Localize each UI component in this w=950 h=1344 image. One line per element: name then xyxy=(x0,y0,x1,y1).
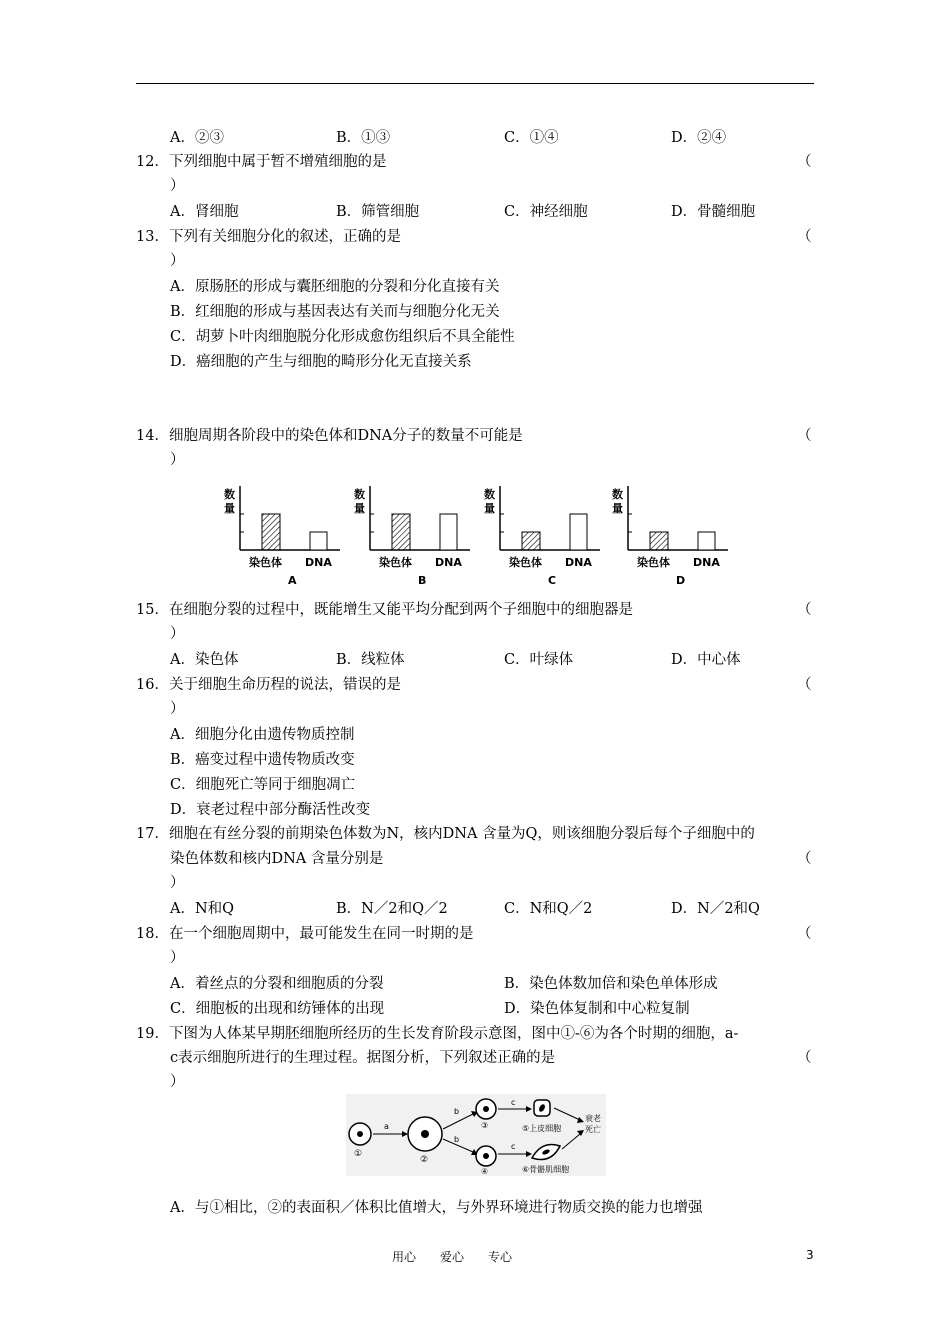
q16-option-d: D．衰老过程中部分酶活性改变 xyxy=(170,802,371,818)
q15-stem: 15．在细胞分裂的过程中，既能增生又能平均分配到两个子细胞中的细胞器是 xyxy=(136,602,633,618)
q17-option-b: B．N／2和Q／2 xyxy=(336,901,448,917)
x-label-dna: DNA xyxy=(305,556,332,569)
q15-paren-close: ） xyxy=(170,626,185,642)
q12-paren-close: ） xyxy=(170,178,185,194)
q17-paren-open: （ xyxy=(797,851,812,867)
q19-paren-close: ） xyxy=(170,1074,185,1090)
q14-paren-close: ） xyxy=(170,452,185,468)
q11-option-b: B．①③ xyxy=(336,130,391,146)
q14-chart-C xyxy=(482,482,604,590)
q13-option-b: B．红细胞的形成与基因表达有关而与细胞分化无关 xyxy=(170,304,500,320)
q13-option-c: C．胡萝卜叶肉细胞脱分化形成愈伤组织后不具全能性 xyxy=(170,329,515,345)
q12-stem: 12．下列细胞中属于暂不增殖细胞的是 xyxy=(136,154,387,170)
q17-paren-close: ） xyxy=(170,875,185,891)
bar-chromosome xyxy=(650,532,668,550)
q18-option-d: D．染色体复制和中心粒复制 xyxy=(504,1001,690,1017)
x-label-dna: DNA xyxy=(565,556,592,569)
q18-option-b: B．染色体数加倍和染色单体形成 xyxy=(504,976,718,992)
q16-option-a: A．细胞分化由遗传物质控制 xyxy=(170,727,355,743)
q17-option-d: D．N／2和Q xyxy=(671,901,760,917)
q15-option-d: D．中心体 xyxy=(671,652,741,668)
y-axis-label-2: 量 xyxy=(612,502,623,515)
death-label: 死亡 xyxy=(585,1125,601,1134)
q18-option-a: A．着丝点的分裂和细胞质的分裂 xyxy=(170,976,384,992)
cell-6-label: ⑥骨骼肌细胞 xyxy=(522,1165,570,1174)
x-label-chromosome: 染色体 xyxy=(379,556,412,569)
q19-stem-line1: 19．下图为人体某早期胚细胞所经历的生长发育阶段示意图，图中①-⑥为各个时期的细胞，a- xyxy=(136,1026,739,1042)
q16-option-b: B．癌变过程中遗传物质改变 xyxy=(170,752,355,768)
cell-2-label: ② xyxy=(420,1155,429,1165)
chart-letter: A xyxy=(288,574,297,587)
q14-stem: 14．细胞周期各阶段中的染色体和DNA分子的数量不可能是 xyxy=(136,428,523,444)
q18-paren-open: （ xyxy=(797,926,812,942)
x-label-chromosome: 染色体 xyxy=(249,556,282,569)
q12-option-b: B．筛管细胞 xyxy=(336,204,420,220)
bar-chromosome xyxy=(262,514,280,550)
bar-dna xyxy=(310,532,327,550)
q15-paren-open: （ xyxy=(797,602,812,618)
q16-paren-close: ） xyxy=(170,701,185,717)
q13-option-d: D．癌细胞的产生与细胞的畸形分化无直接关系 xyxy=(170,354,472,370)
label-a: a xyxy=(384,1122,389,1131)
q14-chart-A xyxy=(222,482,344,590)
q19-cell-diagram xyxy=(346,1094,606,1176)
q17-stem-line2: 染色体数和核内DNA 含量分别是 xyxy=(170,851,384,867)
chart-letter: B xyxy=(418,574,427,587)
x-label-dna: DNA xyxy=(693,556,720,569)
page-number: 3 xyxy=(806,1248,814,1262)
q18-paren-close: ） xyxy=(170,950,185,966)
label-b-lower: b xyxy=(454,1135,460,1144)
q17-option-c: C．N和Q／2 xyxy=(504,901,593,917)
header-rule xyxy=(136,83,814,84)
y-axis-label-2: 量 xyxy=(354,502,365,515)
cell-2-nucleus xyxy=(421,1130,429,1138)
label-c-upper: c xyxy=(511,1098,516,1107)
q12-option-d: D．骨髓细胞 xyxy=(671,204,756,220)
q15-option-c: C．叶绿体 xyxy=(504,652,574,668)
chart-letter: D xyxy=(676,574,686,587)
bar-dna xyxy=(698,532,715,550)
cell-1-label: ① xyxy=(354,1149,363,1159)
q11-option-a: A．②③ xyxy=(170,130,224,146)
q19-paren-open: （ xyxy=(797,1050,812,1066)
footer-motto: 用心 爱心 专心 xyxy=(392,1250,513,1264)
q13-paren-open: （ xyxy=(797,229,812,245)
cell-1-nucleus xyxy=(357,1131,363,1137)
y-axis-label-1: 数 xyxy=(612,488,623,501)
bar-dna xyxy=(440,514,457,550)
y-axis-label-1: 数 xyxy=(354,488,365,501)
y-axis-label-2: 量 xyxy=(224,502,235,515)
q17-option-a: A．N和Q xyxy=(170,901,235,917)
x-label-dna: DNA xyxy=(435,556,462,569)
q17-stem-line1: 17．细胞在有丝分裂的前期染色体数为N，核内DNA 含量为Q，则该细胞分裂后每个子细胞中的 xyxy=(136,826,755,842)
cell-3-nucleus xyxy=(483,1106,489,1112)
y-axis-label-1: 数 xyxy=(484,488,495,501)
q12-paren-open: （ xyxy=(797,154,812,170)
q11-option-d: D．②④ xyxy=(671,130,727,146)
q14-paren-open: （ xyxy=(797,428,812,444)
q15-option-b: B．线粒体 xyxy=(336,652,405,668)
y-axis-label-2: 量 xyxy=(484,502,495,515)
x-label-chromosome: 染色体 xyxy=(637,556,670,569)
q19-option-a: A．与①相比，②的表面积／体积比值增大，与外界环境进行物质交换的能力也增强 xyxy=(170,1200,703,1216)
q14-chart-D xyxy=(610,482,732,590)
cell-4-label: ④ xyxy=(481,1167,489,1176)
label-b-upper: b xyxy=(454,1107,460,1116)
q14-chart-B xyxy=(352,482,474,590)
q13-paren-close: ） xyxy=(170,253,185,269)
q18-option-c: C．细胞板的出现和纺锤体的出现 xyxy=(170,1001,385,1017)
q16-stem: 16．关于细胞生命历程的说法，错误的是 xyxy=(136,677,401,693)
q12-option-a: A．肾细胞 xyxy=(170,204,239,220)
q11-option-c: C．①④ xyxy=(504,130,559,146)
q13-option-a: A．原肠胚的形成与囊胚细胞的分裂和分化直接有关 xyxy=(170,279,500,295)
q12-option-c: C．神经细胞 xyxy=(504,204,588,220)
bar-chromosome xyxy=(522,532,540,550)
q13-stem: 13．下列有关细胞分化的叙述，正确的是 xyxy=(136,229,401,245)
q16-paren-open: （ xyxy=(797,677,812,693)
q15-option-a: A．染色体 xyxy=(170,652,239,668)
q18-stem: 18．在一个细胞周期中，最可能发生在同一时期的是 xyxy=(136,926,474,942)
x-label-chromosome: 染色体 xyxy=(509,556,542,569)
cell-3-label: ③ xyxy=(481,1121,489,1130)
bar-dna xyxy=(570,514,587,550)
cell-5-label: ⑤上皮细胞 xyxy=(522,1124,562,1133)
q16-option-c: C．细胞死亡等同于细胞凋亡 xyxy=(170,777,356,793)
bar-chromosome xyxy=(392,514,410,550)
aging-label: 衰老 xyxy=(585,1114,601,1123)
y-axis-label-1: 数 xyxy=(224,488,235,501)
cell-4-nucleus xyxy=(483,1153,489,1159)
label-c-lower: c xyxy=(511,1142,516,1151)
q19-stem-line2: c表示细胞所进行的生理过程。据图分析，下列叙述正确的是 xyxy=(170,1050,556,1066)
chart-letter: C xyxy=(548,574,557,587)
